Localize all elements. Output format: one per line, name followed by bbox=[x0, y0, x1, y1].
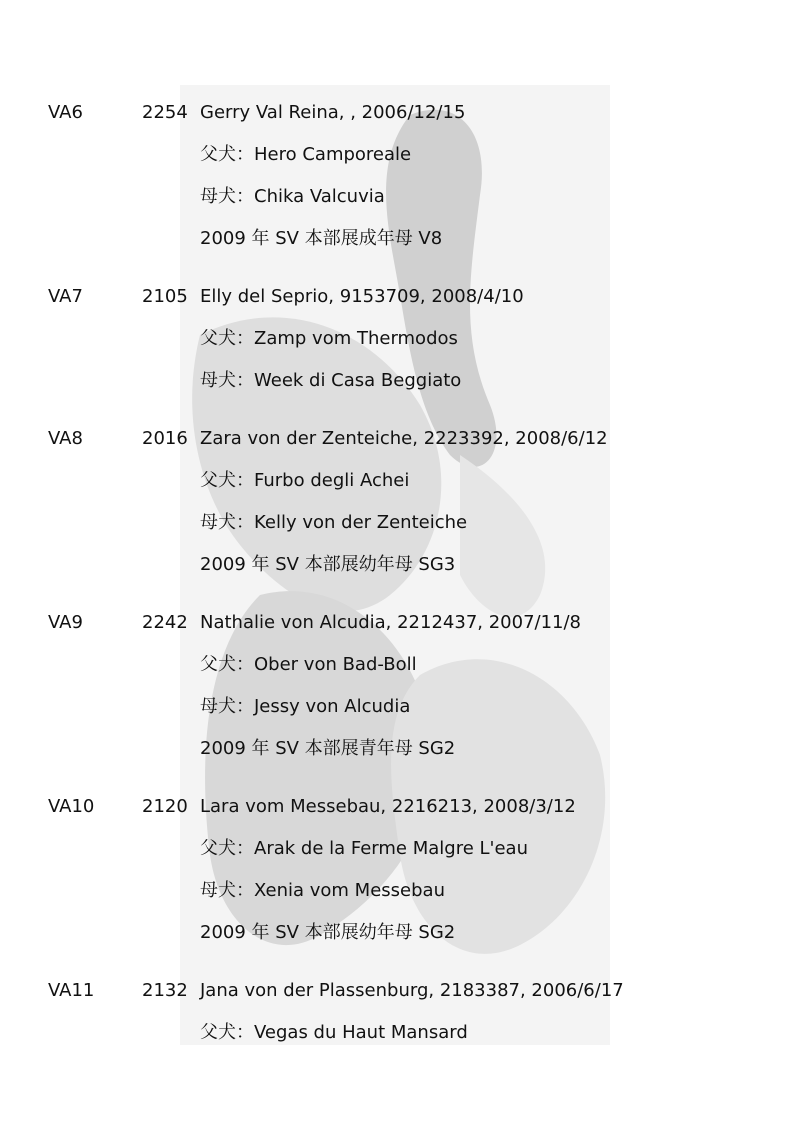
entry-show-title: 2009 年 SV 本部展成年母 V8 bbox=[200, 228, 443, 249]
entry-rank: VA7 bbox=[48, 286, 83, 307]
entry-sire: 父犬：Ober von Bad-Boll bbox=[200, 654, 417, 675]
entry-dog-name: Gerry Val Reina, , 2006/12/15 bbox=[200, 102, 466, 123]
entry-number: 2242 bbox=[142, 612, 188, 633]
entry-number: 2016 bbox=[142, 428, 188, 449]
entry-number: 2120 bbox=[142, 796, 188, 817]
entry-dam: 母犬：Xenia vom Messebau bbox=[200, 880, 445, 901]
entry-show-title: 2009 年 SV 本部展幼年母 SG3 bbox=[200, 554, 456, 575]
entry-rank: VA11 bbox=[48, 980, 95, 1001]
entry-dam: 母犬：Jessy von Alcudia bbox=[200, 696, 411, 717]
entry-rank: VA10 bbox=[48, 796, 95, 817]
entry-dam: 母犬：Kelly von der Zenteiche bbox=[200, 512, 468, 533]
entry-dog-name: Lara vom Messebau, 2216213, 2008/3/12 bbox=[200, 796, 576, 817]
entry-sire: 父犬：Furbo degli Achei bbox=[200, 470, 410, 491]
entry-dam: 母犬：Week di Casa Beggiato bbox=[200, 370, 462, 391]
entry-dog-name: Nathalie von Alcudia, 2212437, 2007/11/8 bbox=[200, 612, 582, 633]
entry-show-title: 2009 年 SV 本部展青年母 SG2 bbox=[200, 738, 456, 759]
entry-dog-name: Elly del Seprio, 9153709, 2008/4/10 bbox=[200, 286, 524, 307]
entry-number: 2105 bbox=[142, 286, 188, 307]
entry-sire: 父犬：Zamp vom Thermodos bbox=[200, 328, 458, 349]
entry-rank: VA8 bbox=[48, 428, 83, 449]
entry-number: 2132 bbox=[142, 980, 188, 1001]
entry-sire: 父犬：Vegas du Haut Mansard bbox=[200, 1022, 468, 1043]
entry-show-title: 2009 年 SV 本部展幼年母 SG2 bbox=[200, 922, 456, 943]
entry-rank: VA9 bbox=[48, 612, 83, 633]
entry-sire: 父犬：Arak de la Ferme Malgre L'eau bbox=[200, 838, 528, 859]
entry-rank: VA6 bbox=[48, 102, 83, 123]
entry-sire: 父犬：Hero Camporeale bbox=[200, 144, 412, 165]
entry-number: 2254 bbox=[142, 102, 188, 123]
entry-dam: 母犬：Chika Valcuvia bbox=[200, 186, 385, 207]
entry-dog-name: Jana von der Plassenburg, 2183387, 2006/6/17 bbox=[200, 980, 624, 1001]
entry-dog-name: Zara von der Zenteiche, 2223392, 2008/6/12 bbox=[200, 428, 608, 449]
